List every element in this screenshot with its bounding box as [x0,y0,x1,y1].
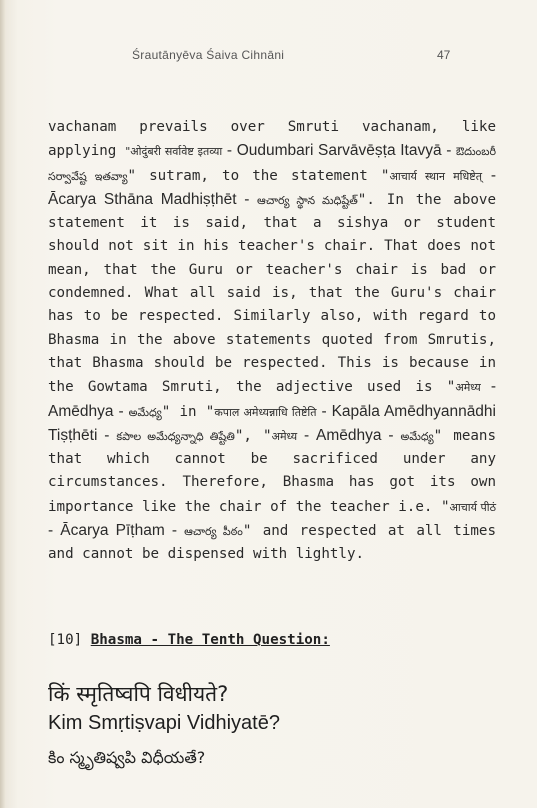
devanagari-quote: "ओदुंबरी सर्वावेष्ट इतव्या [125,145,223,159]
transliterated-heading: Kim Smṛtiṣvapi Vidhiyatē? [48,712,280,734]
transliteration: - Amēdhya - [48,378,496,420]
transliteration: - Amēdhya - [297,426,401,444]
telugu-quote: ఆచార్య పీఠం [184,525,243,539]
page-edge [0,0,6,808]
question-title: Bhasma - The Tenth Question: [90,632,330,648]
question-heading [48,632,496,648]
running-header [0,48,537,68]
telugu-quote: అమేధ్య [128,405,162,419]
body-paragraph [48,116,496,567]
running-header-title: Śrautānyēva Śaiva Cihnāni [132,48,285,62]
devanagari-quote: आचार्य स्थान मधिष्टेत् [389,169,482,183]
devanagari-quote: अमेध्य [455,381,481,395]
transliteration: - Oudumbari Sarvāvēṣṭa Itavyā - [222,142,457,160]
transliteration: - Ācarya Pīṭham - [48,522,185,540]
telugu-quote: కపాల అమేధ్యన్నాధి తిష్టేతి [116,429,235,443]
transliteration: - Ācarya Sthāna Madhiṣṭhēt - [48,166,496,208]
body-text-run: vachanam prevails over Smruti vachanam, like applying [48,119,496,160]
telugu-quote: ఔదుంబరీ సర్వావేష్ట ఇతవ్యా [48,145,496,183]
body-text-run: ", " [234,427,272,444]
body-text-run: ". In the above statement it is said, that a sishya or student should not sit in his teacher's chair. That does not mean, that the Guru or teacher's chair is bad or condemned. What all said is, that the Guru's chair has to be respected. Similarly also, with regard to Bhasma in the above statements quoted from Smrutis, that Bhasma should be respected. This is because in the Gowtama Smruti, the adjective used is " [48,191,497,396]
transliteration: - Kapāla Amēdhyannādhi Tiṣṭhēti - [48,402,496,444]
page-number: 47 [437,48,451,62]
body-text-run: " sutram, to the statement " [127,167,390,184]
body-text-run: " and respected at all times and cannot be dispensed with lightly. [48,523,496,563]
body-text-run: " in " [161,403,215,420]
telugu-quote: ఆచార్య స్థాన మధిష్టేత్ [257,193,358,207]
telugu-heading: కిం స్మృతిష్వపి విధీయతే? [48,748,206,767]
body-text-run: " means that which cannot be sacrificed under any circumstances. Therefore, Bhasma has got its own importance like the chair of the teacher i.e. " [48,427,497,515]
devanagari-quote: अमेध्य [271,429,298,443]
telugu-quote: అమేధ్య [400,429,434,443]
devanagari-quote: आचार्य पीठं [449,500,496,514]
question-number: [10] [48,632,83,648]
sanskrit-heading: किं स्मृतिष्वपि विधीयते? [48,682,229,706]
devanagari-quote: कपाल अमेध्यन्नाधि तिष्टेति [214,405,317,419]
